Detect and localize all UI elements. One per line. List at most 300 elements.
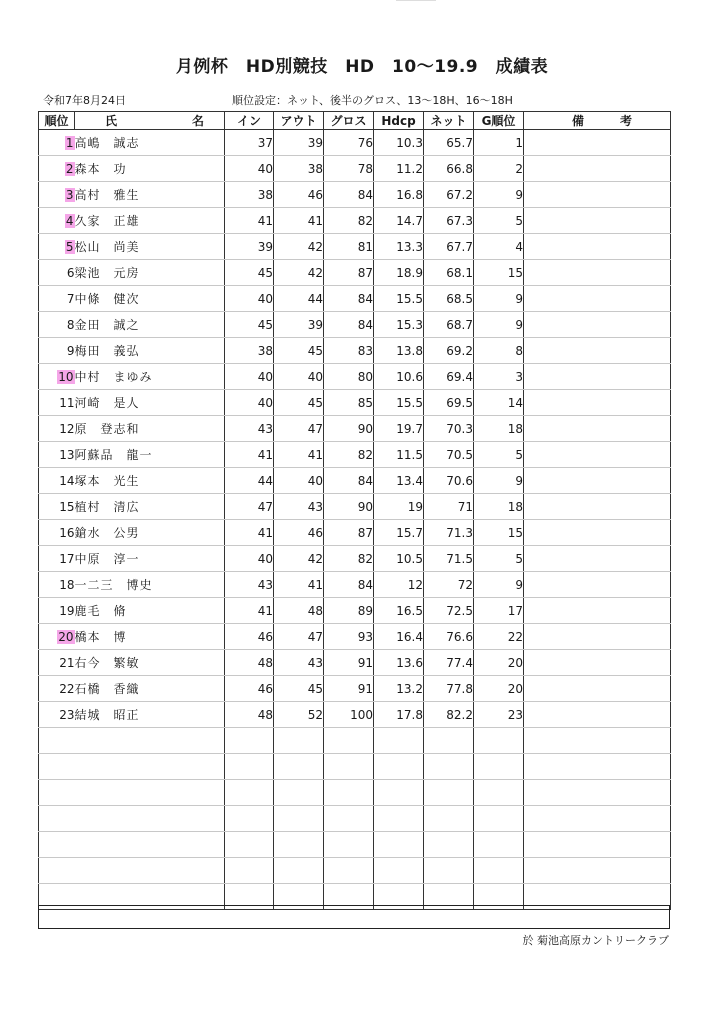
name-cell xyxy=(75,494,225,520)
in-score-cell xyxy=(225,858,274,884)
remarks-cell xyxy=(524,650,671,676)
net-score-cell xyxy=(424,546,474,572)
in-score-text: 43 xyxy=(257,577,273,592)
rank-text: 21 xyxy=(59,655,75,670)
g-rank-text: 9 xyxy=(515,187,523,202)
rank-cell xyxy=(39,728,75,754)
hdcp-text: 18.9 xyxy=(396,265,423,280)
out-score-cell xyxy=(274,234,324,260)
in-score-text: 43 xyxy=(257,421,273,436)
rank-cell xyxy=(39,286,75,312)
table-row xyxy=(39,312,671,338)
g-rank-text: 15 xyxy=(507,525,523,540)
out-score-cell xyxy=(274,702,324,728)
gross-score-cell xyxy=(324,676,374,702)
name-cell xyxy=(75,338,225,364)
name-text: 中村 まゆみ xyxy=(74,370,153,384)
rank-text: 10 xyxy=(58,369,74,384)
hdcp-cell xyxy=(374,494,424,520)
out-score-cell xyxy=(274,468,324,494)
name-text: 阿蘇品 龍一 xyxy=(74,448,153,462)
hdcp-cell xyxy=(374,208,424,234)
rank-text: 19 xyxy=(59,603,75,618)
net-score-cell xyxy=(424,780,474,806)
in-score-text: 48 xyxy=(257,655,273,670)
gross-score-text: 80 xyxy=(357,369,373,384)
name-text: 高村 雅生 xyxy=(74,188,140,202)
gross-score-cell xyxy=(324,494,374,520)
hdcp-cell xyxy=(374,390,424,416)
rank-text: 15 xyxy=(59,499,75,514)
net-score-cell xyxy=(424,520,474,546)
remarks-cell xyxy=(524,390,671,416)
in-score-cell xyxy=(225,156,274,182)
g-rank-text: 3 xyxy=(515,369,523,384)
hdcp-cell xyxy=(374,858,424,884)
gross-score-text: 82 xyxy=(357,551,373,566)
out-score-cell xyxy=(274,520,324,546)
out-score-cell xyxy=(274,130,324,156)
table-row xyxy=(39,520,671,546)
remarks-cell xyxy=(524,624,671,650)
name-cell xyxy=(75,364,225,390)
in-score-cell xyxy=(225,702,274,728)
gross-score-cell xyxy=(324,286,374,312)
net-score-cell xyxy=(424,806,474,832)
gross-score-text: 90 xyxy=(357,499,373,514)
hdcp-cell xyxy=(374,624,424,650)
header-net: ネット xyxy=(424,112,474,130)
net-score-text: 70.6 xyxy=(446,473,473,488)
gross-score-text: 93 xyxy=(357,629,373,644)
g-rank-cell xyxy=(474,780,524,806)
gross-score-text: 81 xyxy=(357,239,373,254)
header-row xyxy=(39,112,671,130)
g-rank-cell xyxy=(474,208,524,234)
net-score-cell xyxy=(424,156,474,182)
hdcp-text: 13.3 xyxy=(396,239,423,254)
table-row xyxy=(39,234,671,260)
hdcp-text: 11.5 xyxy=(396,447,423,462)
g-rank-cell xyxy=(474,546,524,572)
net-score-text: 72.5 xyxy=(446,603,473,618)
out-score-text: 45 xyxy=(307,343,323,358)
in-score-cell xyxy=(225,832,274,858)
rank-cell xyxy=(39,858,75,884)
table-row xyxy=(39,338,671,364)
net-score-text: 65.7 xyxy=(446,135,473,150)
gross-score-text: 84 xyxy=(357,291,373,306)
out-score-text: 40 xyxy=(307,473,323,488)
header-name-a: 氏 xyxy=(105,114,118,128)
header-name xyxy=(75,112,225,130)
table-row xyxy=(39,156,671,182)
name-cell xyxy=(75,624,225,650)
gross-score-cell xyxy=(324,390,374,416)
g-rank-cell xyxy=(474,260,524,286)
rank-text: 1 xyxy=(65,135,74,150)
rank-cell xyxy=(39,624,75,650)
header-remarks-b: 考 xyxy=(619,114,632,128)
remarks-cell xyxy=(524,286,671,312)
in-score-cell xyxy=(225,338,274,364)
net-score-text: 68.1 xyxy=(446,265,473,280)
g-rank-text: 15 xyxy=(507,265,523,280)
table-row xyxy=(39,598,671,624)
name-cell xyxy=(75,416,225,442)
gross-score-cell xyxy=(324,182,374,208)
g-rank-text: 5 xyxy=(515,551,523,566)
name-cell xyxy=(75,442,225,468)
rank-text: 22 xyxy=(59,681,75,696)
hdcp-text: 13.6 xyxy=(396,655,423,670)
g-rank-cell xyxy=(474,520,524,546)
out-score-text: 47 xyxy=(307,629,323,644)
rank-cell xyxy=(39,832,75,858)
rank-text: 7 xyxy=(66,291,75,306)
table-row xyxy=(39,130,671,156)
name-text: 一二三 博史 xyxy=(74,578,153,592)
g-rank-text: 9 xyxy=(515,577,523,592)
name-text: 中條 健次 xyxy=(74,292,140,306)
in-score-cell xyxy=(225,286,274,312)
gross-score-cell xyxy=(324,858,374,884)
in-score-cell xyxy=(225,260,274,286)
rank-text: 8 xyxy=(66,317,75,332)
empty-row xyxy=(39,858,671,884)
net-score-cell xyxy=(424,858,474,884)
out-score-text: 42 xyxy=(307,551,323,566)
net-score-cell xyxy=(424,468,474,494)
out-score-text: 41 xyxy=(307,447,323,462)
out-score-text: 40 xyxy=(307,369,323,384)
in-score-text: 41 xyxy=(257,213,273,228)
table-row xyxy=(39,182,671,208)
empty-row xyxy=(39,832,671,858)
remarks-cell xyxy=(524,728,671,754)
hdcp-cell xyxy=(374,754,424,780)
gross-score-text: 82 xyxy=(357,213,373,228)
in-score-text: 41 xyxy=(257,603,273,618)
name-text: 塚本 光生 xyxy=(74,474,140,488)
table-row xyxy=(39,676,671,702)
in-score-text: 37 xyxy=(257,135,273,150)
name-cell xyxy=(75,234,225,260)
hdcp-text: 10.3 xyxy=(396,135,423,150)
out-score-text: 46 xyxy=(307,525,323,540)
rank-cell xyxy=(39,390,75,416)
rank-cell xyxy=(39,520,75,546)
g-rank-text: 9 xyxy=(515,291,523,306)
hdcp-text: 19 xyxy=(407,499,423,514)
hdcp-cell xyxy=(374,546,424,572)
hdcp-text: 15.3 xyxy=(396,317,423,332)
hdcp-text: 15.7 xyxy=(396,525,423,540)
g-rank-cell xyxy=(474,312,524,338)
rank-text: 13 xyxy=(59,447,75,462)
out-score-cell xyxy=(274,286,324,312)
remarks-cell xyxy=(524,494,671,520)
name-cell xyxy=(75,468,225,494)
in-score-cell xyxy=(225,780,274,806)
g-rank-cell xyxy=(474,832,524,858)
name-cell xyxy=(75,598,225,624)
hdcp-cell xyxy=(374,598,424,624)
rank-cell xyxy=(39,156,75,182)
out-score-cell xyxy=(274,858,324,884)
in-score-text: 48 xyxy=(257,707,273,722)
hdcp-cell xyxy=(374,468,424,494)
table-row xyxy=(39,650,671,676)
table-row xyxy=(39,416,671,442)
out-score-cell xyxy=(274,442,324,468)
name-text: 梁池 元房 xyxy=(74,266,140,280)
remarks-cell xyxy=(524,364,671,390)
in-score-text: 40 xyxy=(257,395,273,410)
g-rank-text: 20 xyxy=(507,655,523,670)
in-score-text: 47 xyxy=(257,499,273,514)
header-rank: 順位 xyxy=(39,112,75,130)
in-score-cell xyxy=(225,208,274,234)
table-row xyxy=(39,390,671,416)
out-score-cell xyxy=(274,650,324,676)
remarks-cell xyxy=(524,312,671,338)
rank-cell xyxy=(39,416,75,442)
scan-mark xyxy=(396,0,436,1)
out-score-cell xyxy=(274,182,324,208)
name-cell xyxy=(75,858,225,884)
remarks-cell xyxy=(524,208,671,234)
rank-cell xyxy=(39,208,75,234)
g-rank-text: 20 xyxy=(507,681,523,696)
hdcp-cell xyxy=(374,260,424,286)
g-rank-cell xyxy=(474,702,524,728)
remarks-cell xyxy=(524,442,671,468)
remarks-cell xyxy=(524,156,671,182)
net-score-cell xyxy=(424,208,474,234)
gross-score-text: 90 xyxy=(357,421,373,436)
rank-cell xyxy=(39,754,75,780)
rank-cell xyxy=(39,260,75,286)
rank-text: 3 xyxy=(65,187,74,202)
remarks-cell xyxy=(524,260,671,286)
hdcp-cell xyxy=(374,286,424,312)
results-table xyxy=(38,111,671,910)
hdcp-cell xyxy=(374,650,424,676)
net-score-cell xyxy=(424,650,474,676)
gross-score-cell xyxy=(324,338,374,364)
name-cell xyxy=(75,156,225,182)
remarks-cell xyxy=(524,546,671,572)
out-score-cell xyxy=(274,260,324,286)
hdcp-cell xyxy=(374,676,424,702)
gross-score-cell xyxy=(324,780,374,806)
out-score-text: 44 xyxy=(307,291,323,306)
header-gross: グロス xyxy=(324,112,374,130)
net-score-cell xyxy=(424,598,474,624)
rank-text: 12 xyxy=(59,421,75,436)
gross-score-text: 91 xyxy=(357,681,373,696)
rank-text: 18 xyxy=(59,577,75,592)
in-score-cell xyxy=(225,416,274,442)
hdcp-cell xyxy=(374,416,424,442)
net-score-text: 77.4 xyxy=(446,655,473,670)
out-score-cell xyxy=(274,832,324,858)
name-text: 梅田 義弘 xyxy=(74,344,140,358)
out-score-text: 42 xyxy=(307,239,323,254)
remarks-cell xyxy=(524,234,671,260)
empty-row xyxy=(39,754,671,780)
g-rank-text: 2 xyxy=(515,161,523,176)
gross-score-cell xyxy=(324,598,374,624)
hdcp-cell xyxy=(374,364,424,390)
out-score-text: 45 xyxy=(307,681,323,696)
rank-text: 5 xyxy=(65,239,74,254)
g-rank-cell xyxy=(474,624,524,650)
name-text: 植村 清広 xyxy=(74,500,140,514)
table-row xyxy=(39,546,671,572)
remarks-cell xyxy=(524,468,671,494)
out-score-cell xyxy=(274,312,324,338)
header-remarks-a: 備 xyxy=(572,114,585,128)
net-score-cell xyxy=(424,182,474,208)
name-cell xyxy=(75,390,225,416)
g-rank-cell xyxy=(474,650,524,676)
name-cell xyxy=(75,312,225,338)
rank-cell xyxy=(39,130,75,156)
in-score-cell xyxy=(225,546,274,572)
name-cell xyxy=(75,832,225,858)
name-text: 松山 尚美 xyxy=(74,240,140,254)
g-rank-cell xyxy=(474,130,524,156)
hdcp-cell xyxy=(374,338,424,364)
name-text: 石橋 香織 xyxy=(74,682,140,696)
gross-score-text: 89 xyxy=(357,603,373,618)
out-score-text: 39 xyxy=(307,317,323,332)
notes-box xyxy=(38,905,670,929)
net-score-text: 77.8 xyxy=(446,681,473,696)
out-score-cell xyxy=(274,572,324,598)
in-score-cell xyxy=(225,624,274,650)
net-score-cell xyxy=(424,494,474,520)
out-score-cell xyxy=(274,390,324,416)
in-score-cell xyxy=(225,442,274,468)
g-rank-cell xyxy=(474,182,524,208)
gross-score-cell xyxy=(324,650,374,676)
table-row xyxy=(39,208,671,234)
hdcp-cell xyxy=(374,234,424,260)
gross-score-text: 87 xyxy=(357,525,373,540)
g-rank-cell xyxy=(474,338,524,364)
net-score-cell xyxy=(424,728,474,754)
out-score-text: 45 xyxy=(307,395,323,410)
g-rank-cell xyxy=(474,156,524,182)
net-score-text: 67.7 xyxy=(446,239,473,254)
table-row xyxy=(39,624,671,650)
hdcp-cell xyxy=(374,728,424,754)
out-score-cell xyxy=(274,806,324,832)
hdcp-text: 15.5 xyxy=(396,291,423,306)
net-score-text: 66.8 xyxy=(446,161,473,176)
in-score-cell xyxy=(225,572,274,598)
gross-score-cell xyxy=(324,728,374,754)
g-rank-cell xyxy=(474,728,524,754)
g-rank-cell xyxy=(474,806,524,832)
gross-score-text: 83 xyxy=(357,343,373,358)
net-score-cell xyxy=(424,416,474,442)
net-score-cell xyxy=(424,312,474,338)
out-score-cell xyxy=(274,494,324,520)
rank-text: 17 xyxy=(59,551,75,566)
name-text: 高嶋 誠志 xyxy=(74,136,140,150)
out-score-text: 52 xyxy=(307,707,323,722)
out-score-text: 39 xyxy=(307,135,323,150)
gross-score-cell xyxy=(324,832,374,858)
net-score-cell xyxy=(424,676,474,702)
g-rank-cell xyxy=(474,416,524,442)
hdcp-cell xyxy=(374,572,424,598)
out-score-text: 47 xyxy=(307,421,323,436)
rank-cell xyxy=(39,598,75,624)
in-score-cell xyxy=(225,494,274,520)
gross-score-text: 76 xyxy=(357,135,373,150)
net-score-text: 70.5 xyxy=(446,447,473,462)
hdcp-cell xyxy=(374,312,424,338)
gross-score-text: 82 xyxy=(357,447,373,462)
hdcp-cell xyxy=(374,780,424,806)
hdcp-cell xyxy=(374,130,424,156)
g-rank-text: 18 xyxy=(507,499,523,514)
net-score-cell xyxy=(424,442,474,468)
out-score-cell xyxy=(274,364,324,390)
remarks-cell xyxy=(524,130,671,156)
in-score-cell xyxy=(225,598,274,624)
empty-row xyxy=(39,780,671,806)
net-score-cell xyxy=(424,286,474,312)
in-score-cell xyxy=(225,234,274,260)
gross-score-cell xyxy=(324,260,374,286)
in-score-cell xyxy=(225,520,274,546)
in-score-cell xyxy=(225,676,274,702)
g-rank-text: 14 xyxy=(507,395,523,410)
name-text: 金田 誠之 xyxy=(74,318,140,332)
rank-cell xyxy=(39,780,75,806)
hdcp-text: 10.6 xyxy=(396,369,423,384)
name-text: 鹿毛 脩 xyxy=(74,604,127,618)
header-out: アウト xyxy=(274,112,324,130)
net-score-cell xyxy=(424,234,474,260)
g-rank-text: 22 xyxy=(507,629,523,644)
hdcp-text: 13.2 xyxy=(396,681,423,696)
out-score-cell xyxy=(274,780,324,806)
hdcp-cell xyxy=(374,832,424,858)
gross-score-text: 84 xyxy=(357,577,373,592)
in-score-text: 46 xyxy=(257,681,273,696)
net-score-cell xyxy=(424,338,474,364)
in-score-text: 39 xyxy=(257,239,273,254)
out-score-text: 43 xyxy=(307,499,323,514)
page-title: 月例杯 HD別競技 HD 10〜19.9 成績表 xyxy=(175,57,549,77)
net-score-text: 67.3 xyxy=(446,213,473,228)
name-text: 右今 繁敏 xyxy=(74,656,140,670)
name-cell xyxy=(75,208,225,234)
net-score-text: 76.6 xyxy=(446,629,473,644)
rank-text: 9 xyxy=(66,343,75,358)
in-score-cell xyxy=(225,364,274,390)
gross-score-text: 91 xyxy=(357,655,373,670)
out-score-cell xyxy=(274,624,324,650)
g-rank-text: 9 xyxy=(515,473,523,488)
